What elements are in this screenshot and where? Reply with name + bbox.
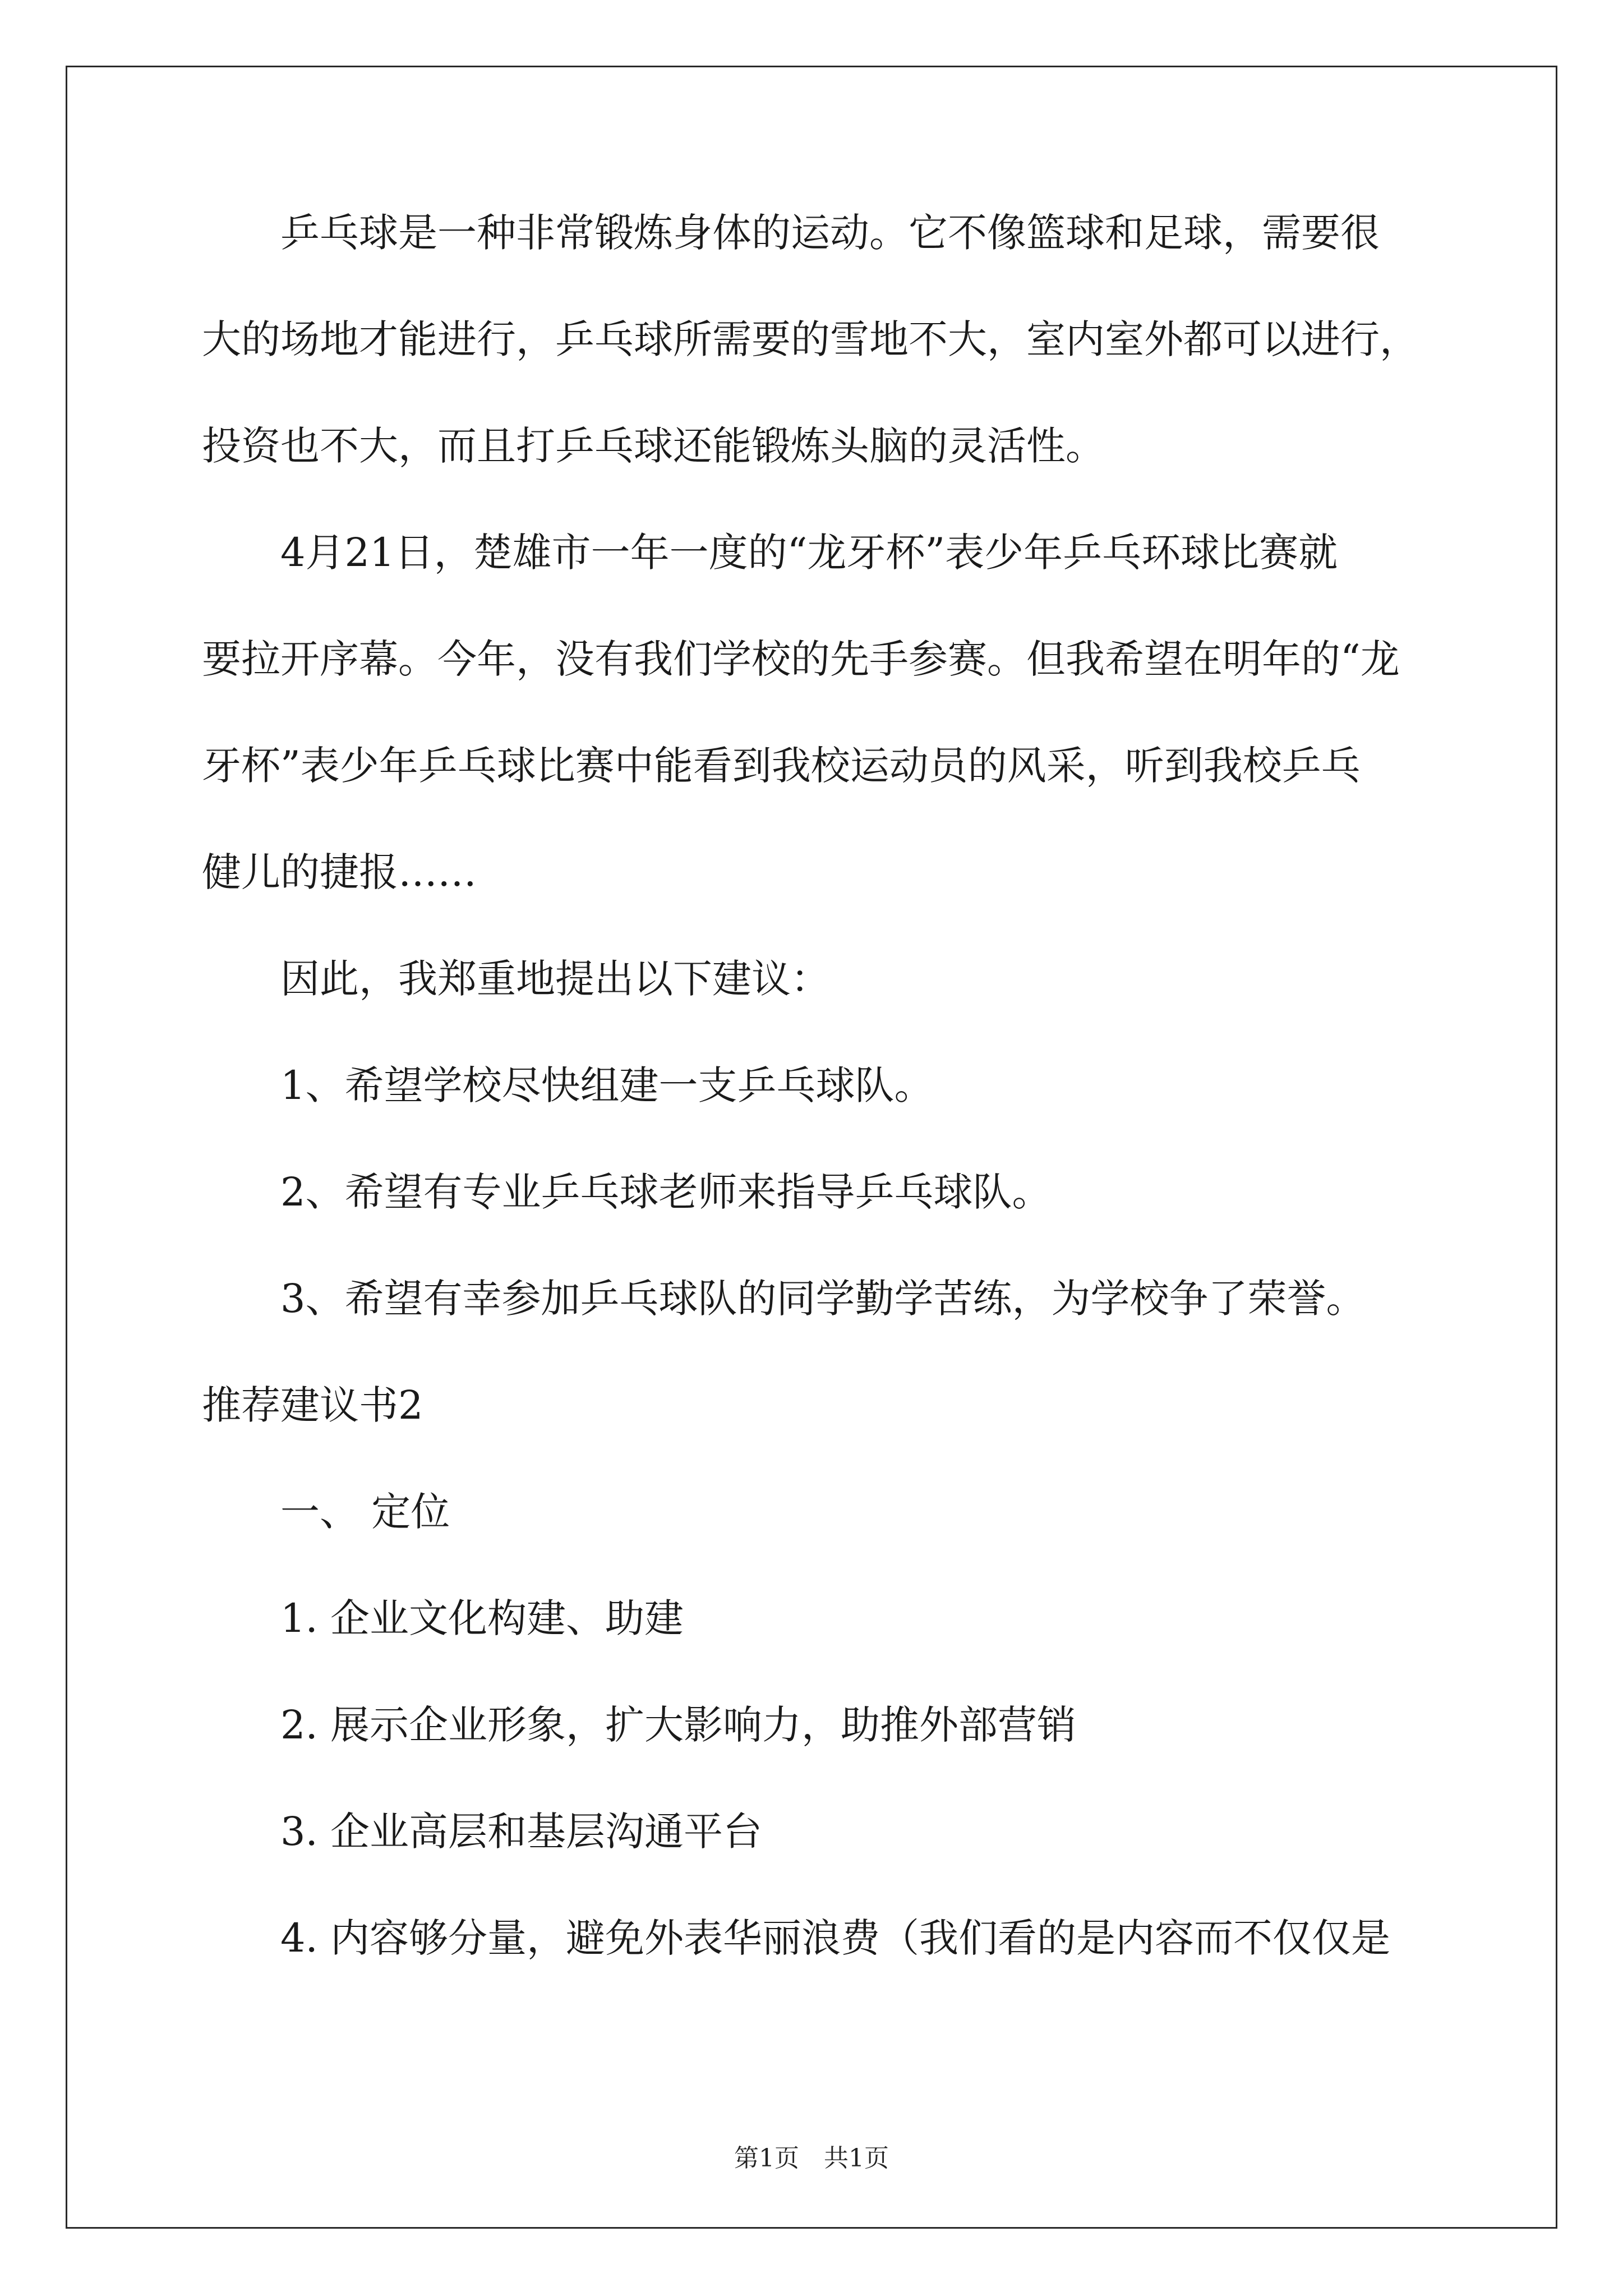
section-heading-positioning: 一、 定位: [280, 1489, 450, 1535]
paragraph-2-line-3: 牙杯”表少年乒乓球比赛中能看到我校运动员的风采，听到我校乒乓: [202, 743, 1361, 789]
paragraph-3: 因此，我郑重地提出以下建议：: [280, 956, 830, 1002]
suggestion-3: 3、希望有幸参加乒乓球队的同学勤学苦练，为学校争了荣誉。: [280, 1276, 1366, 1322]
paragraph-2-line-2: 要拉开序幕。今年，没有我们学校的先手参赛。但我希望在明年的“龙: [202, 636, 1400, 682]
page-footer: [0, 2142, 1623, 2175]
paragraph-1-line-1: 乒乓球是一种非常锻炼身体的运动。它不像篮球和足球，需要很: [280, 210, 1380, 256]
page-total: 共1页: [824, 2144, 889, 2173]
page-number: 第1页: [734, 2144, 799, 2173]
paragraph-2-line-4: 健儿的捷报……: [202, 849, 477, 895]
suggestion-2: 2、希望有专业乒乓球老师来指导乒乓球队。: [280, 1169, 1052, 1215]
list-item-4: 4. 内容够分量，避免外表华丽浪费（我们看的是内容而不仅仅是: [280, 1915, 1391, 1961]
list-item-1: 1. 企业文化构建、助建: [280, 1595, 684, 1641]
paragraph-1-line-3: 投资也不大，而且打乒乓球还能锻炼头脑的灵活性。: [202, 423, 1105, 469]
suggestion-1: 1、希望学校尽快组建一支乒乓球队。: [280, 1062, 934, 1108]
list-item-3: 3. 企业高层和基层沟通平台: [280, 1809, 763, 1855]
paragraph-2-line-1: 4月21日，楚雄市一年一度的“龙牙杯”表少年乒乓环球比赛就: [280, 530, 1338, 576]
section-title: 推荐建议书2: [202, 1382, 423, 1428]
page-border: [66, 66, 1557, 2229]
paragraph-1-line-2: 大的场地才能进行，乒乓球所需要的雪地不大，室内室外都可以进行，: [202, 316, 1419, 362]
list-item-2: 2. 展示企业形象，扩大影响力，助推外部营销: [280, 1702, 1077, 1748]
